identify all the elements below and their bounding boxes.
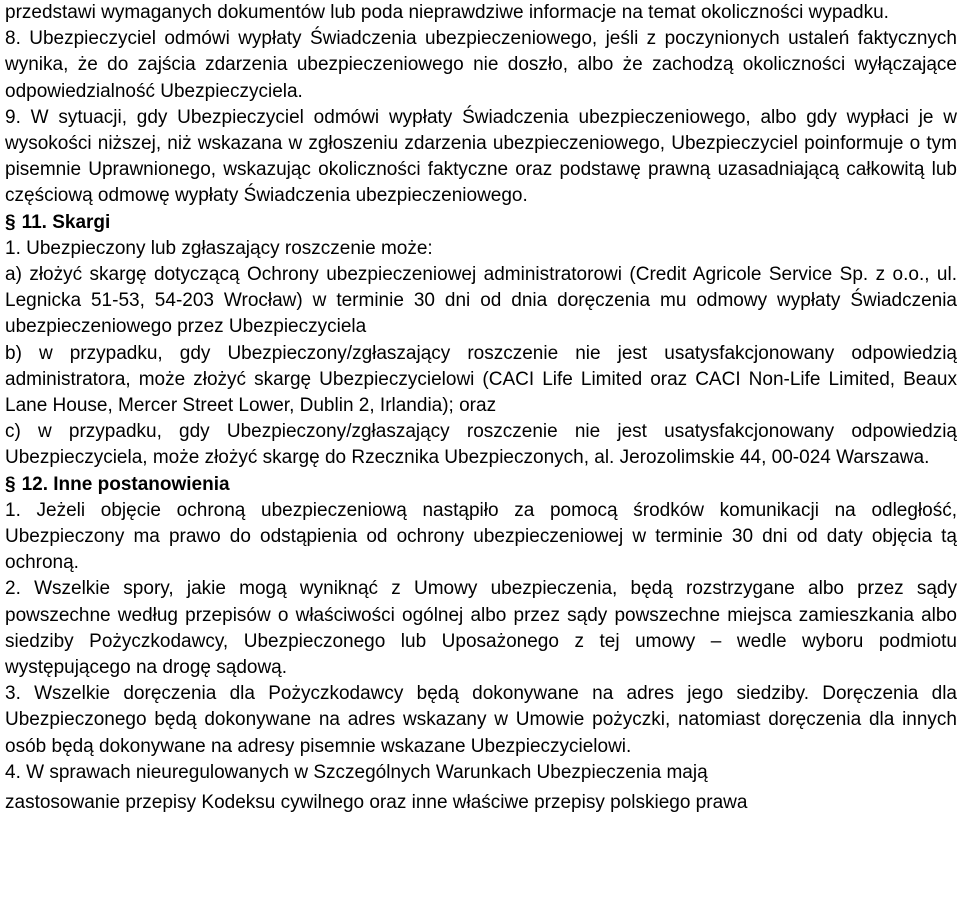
section-12-point-1: 1. Jeżeli objęcie ochroną ubezpieczeniową nastąpiło za pomocą środków komunikacji na odległość, Ubezpieczony ma prawo do odstąpienia od ochrony ubezpieczeniowej w terminie 30 dni od daty objęcia tą ochroną. xyxy=(5,499,957,574)
paragraph-9: 9. W sytuacji, gdy Ubezpieczyciel odmówi wypłaty Świadczenia ubezpieczeniowego, albo gdy wypłaci je w wysokości niższej, niż wskazana w zgłoszeniu zdarzenia ubezpieczeniowego, Ubezpieczyciel poinformuje o tym pisemnie Uprawnionego, wskazując okoliczności faktyczne oraz podstawę prawną uzasadniającą całkowitą lub częściową odmowę wypłaty Świadczenia ubezpieczeniowego. xyxy=(5,106,957,207)
section-sign: § xyxy=(5,473,16,495)
section-12-heading xyxy=(5,472,957,498)
document-page xyxy=(5,0,957,816)
section-11-title: 11. Skargi xyxy=(21,211,111,233)
section-12-point-4-line-1: 4. W sprawach nieuregulowanych w Szczególnych Warunkach Ubezpieczenia mają xyxy=(5,761,708,783)
section-12-point-3: 3. Wszelkie doręczenia dla Pożyczkodawcy będą dokonywane na adres jego siedziby. Doręczenia dla Ubezpieczonego będą dokonywane na adres wskazany w Umowie pożyczki, natomiast doręczenia dla innych osób będą dokonywane na adresy pisemnie wskazane Ubezpieczycielowi. xyxy=(5,683,957,757)
section-11-point-1: 1. Ubezpieczony lub zgłaszający roszczenie może: xyxy=(5,237,433,259)
section-11-heading xyxy=(5,210,957,236)
section-11-point-a: a) złożyć skargę dotyczącą Ochrony ubezpieczeniowej administratorowi (Credit Agricole Service Sp. z o.o., ul. Legnicka 51-53, 54-203 Wrocław) w terminie 30 dni od dnia doręczenia mu odmowy wypłaty Świadczenia ubezpieczeniowego przez Ubezpieczyciela xyxy=(5,264,957,338)
section-sign: § xyxy=(5,211,16,233)
section-12-title: 12. Inne postanowienia xyxy=(21,473,230,495)
section-12-point-2: 2. Wszelkie spory, jakie mogą wyniknąć z Umowy ubezpieczenia, będą rozstrzygane albo przez sądy powszechne według przepisów o właściwości ogólnej albo przez sądy powszechne miejsca zamieszkania albo siedziby Pożyczkodawcy, Ubezpieczonego lub Uposażonego z tej umowy – wedle wyboru podmiotu występującego na drogę sądową. xyxy=(5,578,957,679)
paragraph-intro: przedstawi wymaganych dokumentów lub poda nieprawdziwe informacje na temat okoliczności wypadku. xyxy=(5,2,889,23)
section-11-point-c: c) w przypadku, gdy Ubezpieczony/zgłaszający roszczenie nie jest usatysfakcjonowany odpowiedzią Ubezpieczyciela, może złożyć skargę do Rzecznika Ubezpieczonych, al. Jerozolimskie 44, 00-024 Warszawa. xyxy=(5,421,957,469)
paragraph-8: 8. Ubezpieczyciel odmówi wypłaty Świadczenia ubezpieczeniowego, jeśli z poczynionych ustaleń faktycznych wynika, że do zajścia zdarzenia ubezpieczeniowego nie doszło, albo że zachodzą okoliczności wyłączające odpowiedzialność Ubezpieczyciela. xyxy=(5,28,957,102)
section-11-point-b: b) w przypadku, gdy Ubezpieczony/zgłaszający roszczenie nie jest usatysfakcjonowany odpowiedzią administratora, może złożyć skargę Ubezpieczycielowi (CACI Life Limited oraz CACI Non-Life Limited, Beaux Lane House, Mercer Street Lower, Dublin 2, Irlandia); oraz xyxy=(5,342,957,417)
section-12-point-4-line-2: zastosowanie przepisy Kodeksu cywilnego oraz inne właściwe przepisy polskiego prawa xyxy=(5,792,748,814)
